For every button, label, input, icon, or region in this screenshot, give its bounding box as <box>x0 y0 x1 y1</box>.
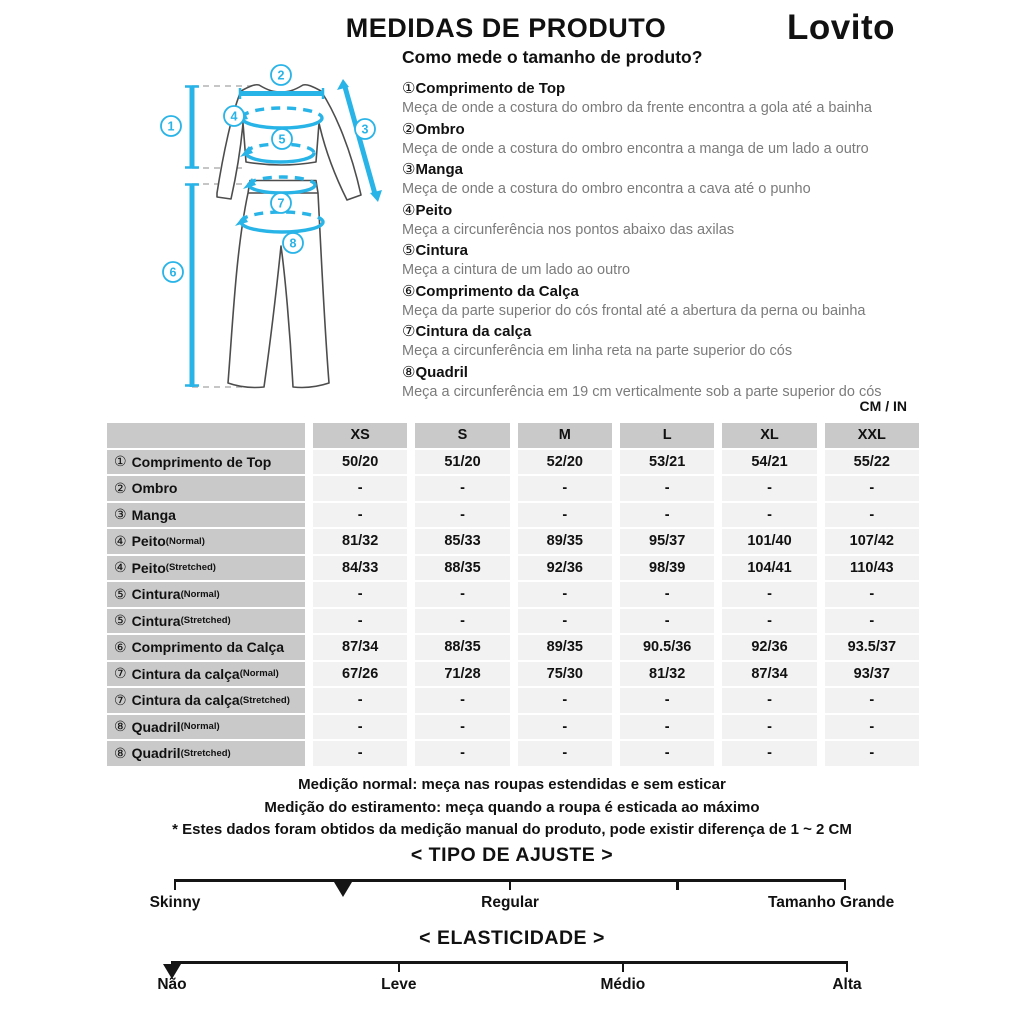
size-value-cell: - <box>620 476 714 501</box>
size-value-cell: 71/28 <box>415 662 509 687</box>
row-number: ② <box>114 479 127 496</box>
brand-logo: Lovito <box>787 8 895 47</box>
row-number: ⑦ <box>114 691 127 708</box>
size-value-cell: 81/32 <box>620 662 714 687</box>
size-value-cell: 104/41 <box>722 556 816 581</box>
guide-item <box>402 363 977 403</box>
row-number: ③ <box>114 506 127 523</box>
size-value-cell: - <box>415 688 509 713</box>
slider-tick <box>398 961 401 972</box>
guide-item-number: ④ <box>402 201 416 219</box>
page-title: MEDIDAS DE PRODUTO <box>345 13 667 43</box>
size-value-cell: - <box>722 741 816 766</box>
size-value-cell: - <box>313 503 407 528</box>
guide-item-description: Meça a cintura de um lado ao outro <box>402 262 631 278</box>
size-value-cell: - <box>415 741 509 766</box>
size-row-label: ④ Peito (Normal) <box>107 529 305 554</box>
size-value-cell: - <box>518 741 612 766</box>
size-value-cell: - <box>620 715 714 740</box>
diagram-marker-number: 7 <box>277 196 285 211</box>
size-value-cell: 90.5/36 <box>620 635 714 660</box>
size-value-cell: - <box>313 715 407 740</box>
size-value-cell: 87/34 <box>313 635 407 660</box>
slider-tick <box>622 961 625 972</box>
size-table <box>107 423 919 766</box>
size-value-cell: - <box>518 715 612 740</box>
size-value-cell: 95/37 <box>620 529 714 554</box>
size-row-label: ⑤ Cintura (Normal) <box>107 582 305 607</box>
slider-tick <box>846 961 849 972</box>
row-number: ⑧ <box>114 744 127 761</box>
size-value-cell: 51/20 <box>415 450 509 475</box>
size-value-cell: - <box>620 609 714 634</box>
size-value-cell: 89/35 <box>518 529 612 554</box>
guide-item <box>402 160 977 200</box>
size-value-cell: 87/34 <box>722 662 816 687</box>
row-sublabel: (Stretched) <box>180 747 231 759</box>
size-row-label: ⑦ Cintura da calça (Normal) <box>107 662 305 687</box>
size-column-header: L <box>620 423 714 448</box>
slider-marker-icon <box>334 882 352 897</box>
size-column-header: S <box>415 423 509 448</box>
row-sublabel: (Stretched) <box>165 562 216 574</box>
size-row-label: ① Comprimento de Top <box>107 450 305 475</box>
size-value-cell: 84/33 <box>313 556 407 581</box>
row-number: ④ <box>114 532 127 549</box>
row-number: ⑤ <box>114 585 127 602</box>
slider-tick <box>676 879 679 890</box>
size-value-cell: 50/20 <box>313 450 407 475</box>
size-value-cell: 75/30 <box>518 662 612 687</box>
diagram-marker-number: 2 <box>277 68 285 83</box>
guide-item-number: ① <box>402 80 416 97</box>
slider-label: Tamanho Grande <box>767 894 895 911</box>
guide-item-number: ⑦ <box>402 323 416 340</box>
slider-label: Médio <box>600 976 646 993</box>
size-value-cell: 107/42 <box>825 529 919 554</box>
guide-item-number: ⑧ <box>402 363 416 381</box>
note-line: Medição normal: meça nas roupas estendidas e sem esticar <box>298 776 726 793</box>
size-value-cell: 89/35 <box>518 635 612 660</box>
size-value-cell: - <box>825 503 919 528</box>
slider-tick <box>509 879 512 890</box>
guide-item-title: ⑤Cintura <box>402 242 468 259</box>
diagram-marker-number: 4 <box>230 109 238 124</box>
size-column-header: XL <box>722 423 816 448</box>
size-column-header: XS <box>313 423 407 448</box>
guide-item <box>402 120 977 160</box>
row-sublabel: (Normal) <box>239 668 279 680</box>
size-column-header: M <box>518 423 612 448</box>
diagram-marker-number: 1 <box>167 119 175 134</box>
diagram-marker-number: 8 <box>289 236 297 251</box>
size-value-cell: - <box>722 688 816 713</box>
slider-label: Regular <box>481 894 539 911</box>
size-row-label: ⑦ Cintura da calça (Stretched) <box>107 688 305 713</box>
fit-type-slider <box>149 879 895 925</box>
row-number: ⑥ <box>114 638 127 655</box>
size-value-cell: 110/43 <box>825 556 919 581</box>
size-column-header: XXL <box>825 423 919 448</box>
size-value-cell: - <box>518 688 612 713</box>
elasticity-title: < ELASTICIDADE > <box>419 927 605 949</box>
size-value-cell: - <box>415 476 509 501</box>
diagram-marker-number: 3 <box>361 122 369 137</box>
size-value-cell: 92/36 <box>722 635 816 660</box>
size-value-cell: 98/39 <box>620 556 714 581</box>
size-value-cell: 81/32 <box>313 529 407 554</box>
guide-item-title: ③Manga <box>402 161 463 178</box>
size-value-cell: - <box>620 688 714 713</box>
guide-item-title: ①Comprimento de Top <box>402 80 566 97</box>
guide-item-number: ⑤ <box>402 242 416 259</box>
size-value-cell: - <box>620 741 714 766</box>
guide-item-number: ⑥ <box>402 282 416 300</box>
size-row-label: ⑧ Quadril (Normal) <box>107 715 305 740</box>
guide-item-description: Meça a circunferência em linha reta na parte superior do cós <box>402 343 793 359</box>
guide-item-description: Meça de onde a costura do ombro encontra a manga de um lado a outro <box>402 140 869 157</box>
size-value-cell: 88/35 <box>415 556 509 581</box>
slider-tick <box>844 879 847 890</box>
size-value-cell: 85/33 <box>415 529 509 554</box>
guide-item-description: Meça de onde a costura do ombro encontra a cava até o punho <box>402 181 811 197</box>
slider-label: Não <box>157 976 187 993</box>
size-value-cell: - <box>825 715 919 740</box>
guide-item <box>402 322 977 362</box>
row-sublabel: (Normal) <box>180 588 220 600</box>
size-row-label: ② Ombro <box>107 476 305 501</box>
size-diagram <box>140 60 400 420</box>
guide-subtitle: Como mede o tamanho de produto? <box>402 47 703 67</box>
size-value-cell: 92/36 <box>518 556 612 581</box>
diagram-marker-number: 6 <box>169 265 177 280</box>
row-number: ⑤ <box>114 612 127 629</box>
size-table-corner-cell <box>107 423 305 448</box>
size-value-cell: - <box>620 582 714 607</box>
size-value-cell: - <box>722 503 816 528</box>
measure-guide-list <box>402 79 977 403</box>
size-value-cell: - <box>722 609 816 634</box>
size-value-cell: 93.5/37 <box>825 635 919 660</box>
guide-item <box>402 282 977 322</box>
guide-item <box>402 241 977 281</box>
row-number: ① <box>114 453 127 470</box>
slider-track <box>172 961 847 964</box>
guide-item <box>402 201 977 241</box>
size-value-cell: - <box>415 609 509 634</box>
size-row-label: ⑤ Cintura (Stretched) <box>107 609 305 634</box>
size-value-cell: - <box>825 741 919 766</box>
notes-block <box>0 774 1024 842</box>
row-number: ⑧ <box>114 718 127 735</box>
size-row-label: ⑥ Comprimento da Calça <box>107 635 305 660</box>
row-sublabel: (Normal) <box>165 535 205 547</box>
size-value-cell: - <box>518 503 612 528</box>
guide-item-description: Meça de onde a costura do ombro da frente encontra a gola até a bainha <box>402 100 872 116</box>
size-value-cell: 52/20 <box>518 450 612 475</box>
guide-item-description: Meça a circunferência nos pontos abaixo das axilas <box>402 221 735 238</box>
size-value-cell: - <box>518 476 612 501</box>
size-value-cell: - <box>313 609 407 634</box>
guide-item-number: ③ <box>402 161 416 178</box>
size-value-cell: - <box>313 476 407 501</box>
size-value-cell: 55/22 <box>825 450 919 475</box>
guide-item-number: ② <box>402 120 416 138</box>
size-value-cell: - <box>313 582 407 607</box>
size-value-cell: - <box>415 503 509 528</box>
size-value-cell: - <box>518 582 612 607</box>
guide-item-title: ⑧Quadril <box>402 363 468 381</box>
size-value-cell: - <box>825 582 919 607</box>
size-value-cell: - <box>722 715 816 740</box>
size-value-cell: - <box>518 609 612 634</box>
size-value-cell: - <box>415 715 509 740</box>
row-sublabel: (Stretched) <box>180 615 231 627</box>
slider-tick <box>174 879 177 890</box>
fit-type-title: < TIPO DE AJUSTE > <box>410 844 614 866</box>
guide-item-description: Meça a circunferência em 19 cm verticalmente sob a parte superior do cós <box>402 383 882 400</box>
guide-item-title: ⑥Comprimento da Calça <box>402 282 579 300</box>
size-row-label: ⑧ Quadril (Stretched) <box>107 741 305 766</box>
size-value-cell: - <box>620 503 714 528</box>
guide-item <box>402 79 977 119</box>
size-value-cell: - <box>722 476 816 501</box>
guide-item-title: ⑦Cintura da calça <box>402 323 532 340</box>
size-row-label: ③ Manga <box>107 503 305 528</box>
slider-label: Alta <box>832 976 862 993</box>
size-value-cell: 53/21 <box>620 450 714 475</box>
size-value-cell: 54/21 <box>722 450 816 475</box>
slider-label: Skinny <box>149 894 201 911</box>
diagram-marker-number: 5 <box>278 132 286 147</box>
guide-item-description: Meça da parte superior do cós frontal até a abertura da perna ou bainha <box>402 302 866 319</box>
note-line: * Estes dados foram obtidos da medição manual do produto, pode existir diferença de 1 ~ 2 CM <box>172 821 852 838</box>
elasticity-slider <box>157 961 862 1007</box>
row-sublabel: (Normal) <box>180 721 220 733</box>
size-value-cell: 93/37 <box>825 662 919 687</box>
slider-label: Leve <box>381 976 417 993</box>
size-value-cell: - <box>825 476 919 501</box>
size-value-cell: - <box>825 609 919 634</box>
units-label: CM / IN <box>859 398 907 414</box>
row-number: ④ <box>114 559 127 576</box>
size-row-label: ④ Peito (Stretched) <box>107 556 305 581</box>
guide-item-title: ②Ombro <box>402 120 465 138</box>
size-value-cell: 101/40 <box>722 529 816 554</box>
size-value-cell: - <box>313 688 407 713</box>
size-value-cell: - <box>313 741 407 766</box>
row-sublabel: (Stretched) <box>239 694 290 706</box>
size-value-cell: - <box>415 582 509 607</box>
size-value-cell: 88/35 <box>415 635 509 660</box>
size-value-cell: 67/26 <box>313 662 407 687</box>
row-number: ⑦ <box>114 665 127 682</box>
guide-item-title: ④Peito <box>402 201 453 219</box>
size-value-cell: - <box>722 582 816 607</box>
size-value-cell: - <box>825 688 919 713</box>
note-line: Medição do estiramento: meça quando a roupa é esticada ao máximo <box>264 798 760 816</box>
